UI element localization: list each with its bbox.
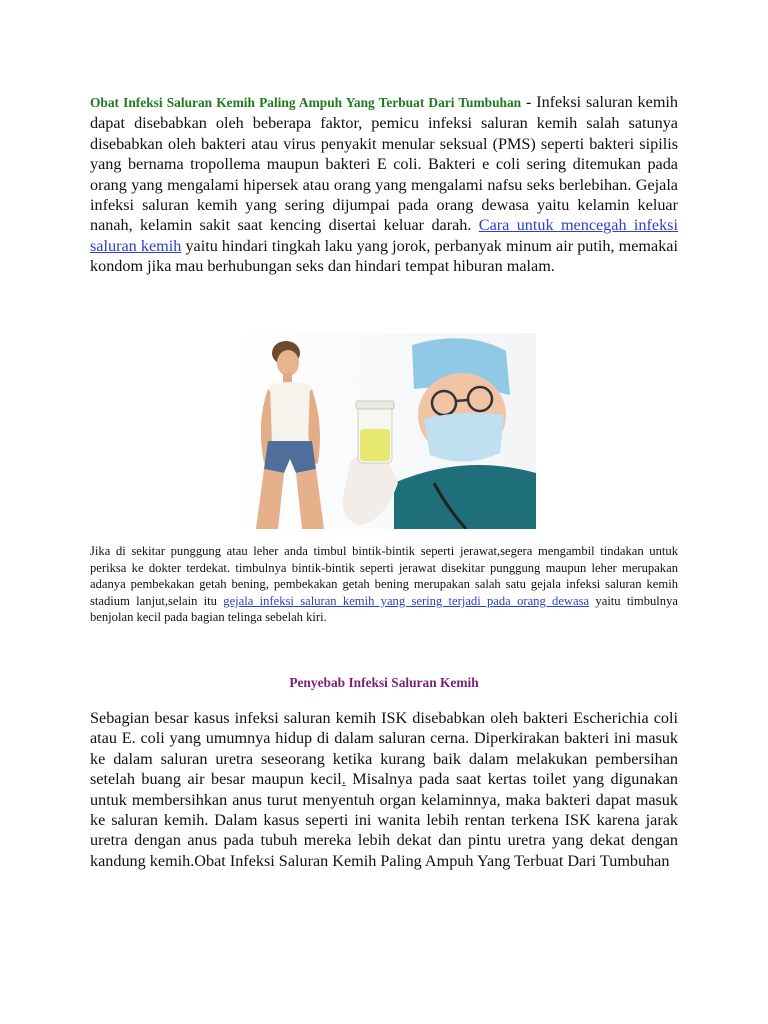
intro-text-2: yaitu hindari tingkah laku yang jorok, perbanyak minum air putih, memakai kondom jika mau berhubungan seks dan hindari tempat hiburan malam. [90,236,678,276]
intro-paragraph [90,92,678,277]
para2-text-2: yaitu timbulnya benjolan kecil pada bagian telinga sebelah kiri. [90,593,678,625]
lymph-node-paragraph [90,543,678,626]
title-link[interactable]: Obat Infeksi Saluran Kemih Paling Ampuh Yang Terbuat Dari Tumbuhan [90,95,522,110]
prevention-link[interactable]: Cara untuk mencegah infeksi saluran kemih [90,216,678,255]
para3-text-2: Misalnya pada saat kertas toilet yang digunakan untuk membersihkan anus turut menyentuh organ kelaminnya, maka bakteri dapat masuk ke saluran kemih. Dalam kasus seperti ini wanita lebih rentan terkena ISK karena jarak uretra dengan anus pada tubuh mereka lebih dekat dan pintu uretra yang dekat dengan kandung kemih.Obat Infeksi Saluran Kemih Paling Ampuh Yang Terbuat Dari Tumbuhan [90,770,678,870]
intro-section [90,92,678,277]
symptoms-link[interactable]: gejala infeksi saluran kemih yang sering terjadi pada orang dewasa [223,593,590,608]
intro-text-1: Infeksi saluran kemih dapat disebabkan oleh beberapa faktor, pemicu infeksi saluran kemih salah satunya disebabkan oleh bakteri atau virus penyakit menular seksual (PMS) seperti bakteri sipilis yang bernama tropollema maupun bakteri E coli. Bakteri e coli sering ditemukan pada orang yang mengalami hipersek atau orang yang mengalami nafsu seks berlebihan. Gejala infeksi saluran kemih yang sering dijumpai pada orang dewasa yaitu kelamin keluar nanah, kelamin sakit saat kencing disertai keluar darah. [90,93,679,235]
woman-and-doctor-photo [234,333,536,529]
section-heading: Penyebab Infeksi Saluran Kemih [289,675,479,690]
causes-paragraph [90,708,678,871]
para3-text-1: Sebagian besar kasus infeksi saluran kemih ISK disebabkan oleh bakteri Escherichia coli atau E. coli yang umumnya hidup di dalam saluran cerna. Diperkirakan bakteri ini masuk ke dalam saluran uretra seseorang ketika kurang baik dalam melakukan pembersihan setelah buang air besar maupun kecil [90,709,678,789]
title-dash: - [521,93,537,111]
para2-text-1: Jika di sekitar punggung atau leher anda timbul bintik-bintik seperti jerawat,segera mengambil tindakan untuk periksa ke dokter terdekat. timbulnya bintik-bintik seperti jerawat disekitar punggung maupun leher merupakan adanya pembekakan getah bening, pembekakan getah bening merupakan salah satu gejala infeksi saluran kemih stadium lanjut,selain itu [90,544,678,608]
inline-dot-link[interactable]: . [341,770,346,789]
